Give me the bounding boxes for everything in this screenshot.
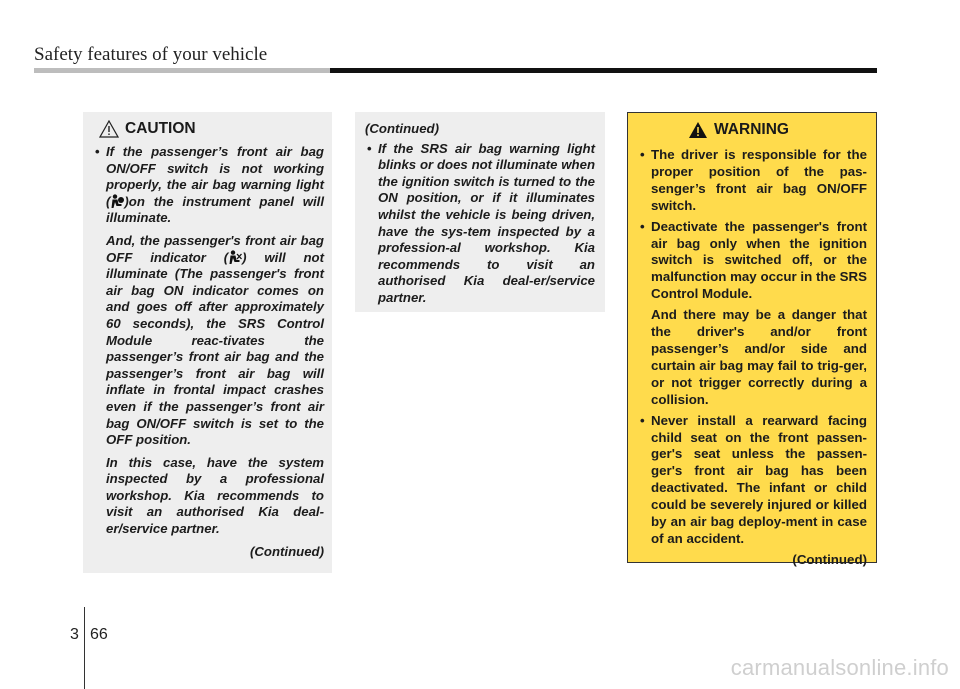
caution-heading bbox=[93, 120, 324, 138]
warning-box bbox=[627, 112, 877, 567]
airbag-warning-light-icon bbox=[110, 194, 124, 209]
warning-continued-label: (Continued) bbox=[792, 551, 867, 567]
caution-continued-label: (Continued) bbox=[250, 543, 324, 559]
passenger-airbag-off-icon bbox=[228, 250, 242, 265]
watermark-text: carmanualsonline.info bbox=[730, 655, 949, 680]
caution-heading-text: CAUTION bbox=[125, 120, 196, 137]
page-number: 66 bbox=[90, 626, 108, 643]
caution-bullet: • If the passenger’s front air bag ON/OFF switch is not working properly, the air bag warning light ( )on the instrument panel will illuminate. bbox=[93, 144, 324, 227]
warning-bullet-child-seat: • Never install a rearward facing child seat on the front passen-ger's seat unless the passen-ger's front air bag has been deactivated. The infant or child could be severely injured or killed by an air bag deploy-ment in case of an accident. bbox=[638, 413, 867, 548]
page-margin-line bbox=[84, 607, 85, 689]
chapter-number: 3 bbox=[70, 626, 79, 643]
caution-box bbox=[83, 112, 332, 573]
caution-triangle-icon bbox=[99, 120, 119, 138]
caution-paragraph-off-indicator: And, the passenger's front air bag OFF indicator ( ) will not illuminate (The passenger's front air bag ON indicator comes on and goes off after approximately 60 seconds), the SRS Control Module reac-tivates the passenger’s front air bag and the passenger’s front air bag will inflate in frontal impact crashes even if the passenger’s front air bag ON/OFF switch is set to the OFF position. bbox=[106, 232, 324, 448]
continued-heading: (Continued) bbox=[365, 121, 439, 136]
warning-heading bbox=[638, 121, 867, 139]
warning-bullet-deactivate: • Deactivate the passenger's front air bag only when the ignition switch is switched off, or the malfunction may occur in the SRS Control Module. bbox=[638, 219, 867, 304]
caution-paragraph-inspection: In this case, have the system inspected by a professional workshop. Kia recommends to visit an authorised Kia deal-er/service partner. bbox=[106, 454, 324, 537]
continued-caution-box bbox=[355, 112, 605, 312]
header-rule bbox=[34, 68, 877, 73]
warning-heading-text: WARNING bbox=[714, 121, 789, 138]
warning-triangle-icon bbox=[688, 121, 708, 139]
continued-bullet: • If the SRS air bag warning light blinks or does not illuminate when the ignition switch is turned to the ON position, or if it illuminates whilst the vehicle is being driven, have the sys-tem inspected by a profession-al workshop. Kia recommends to visit an authorised Kia deal-er/service partner. bbox=[365, 141, 595, 307]
page-header-title: Safety features of your vehicle bbox=[34, 44, 268, 65]
warning-paragraph-danger: And there may be a danger that the driver's and/or front passenger’s and/or side and curtain air bag may fail to trig-ger, or not trigger correctly during a collision. bbox=[651, 307, 867, 407]
warning-bullet-driver-responsible: • The driver is responsible for the proper position of the pas-senger’s front air bag ON/OFF switch. bbox=[638, 147, 867, 215]
